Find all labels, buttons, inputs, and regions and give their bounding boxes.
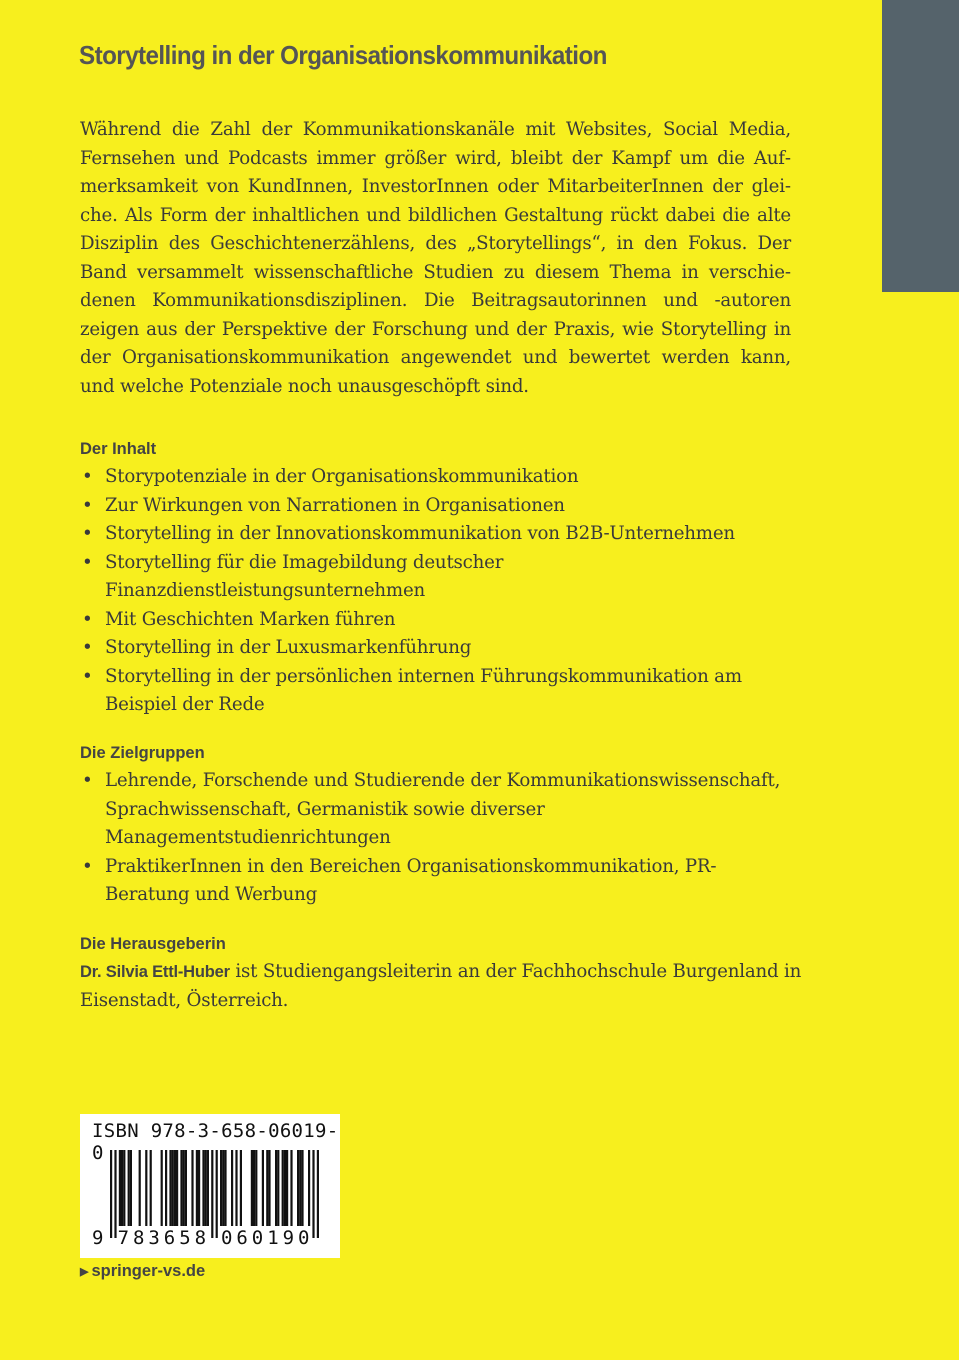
list-item: • Mit Geschichten Marken führen <box>80 606 800 635</box>
barcode-digit: 5 <box>179 1227 191 1249</box>
editor-bio: Dr. Silvia Ettl-Huber ist Studiengangsleiterin an der Fachhochschule Burgenland in Eisenstadt, Österreich. <box>80 961 802 1011</box>
isbn-label: ISBN 978-3-658-06019-0 <box>92 1120 339 1164</box>
barcode-digit: 3 <box>148 1227 160 1249</box>
barcode-digit: 0 <box>251 1227 264 1249</box>
barcode-digit: 8 <box>194 1227 207 1249</box>
section-inhalt <box>80 435 800 720</box>
book-title: Storytelling in der Organisationskommunikation <box>79 40 607 70</box>
section-herausgeberin <box>80 930 810 1015</box>
bullet-icon: • <box>82 637 93 658</box>
list-item: • Storytelling für die Imagebildung deutscher Finanzdienstleistungsunternehmen <box>80 549 545 606</box>
list-item: • Storytelling in der persönlichen internen Führungskommunikation am Beispiel der Rede <box>80 663 805 720</box>
bullet-icon: • <box>82 523 93 544</box>
section-heading-inhalt: Der Inhalt <box>80 440 157 458</box>
barcode-digit: 9 <box>92 1227 104 1249</box>
side-color-block <box>882 0 959 292</box>
editor-name: Dr. Silvia Ettl-Huber <box>80 963 230 981</box>
zielgruppen-list <box>80 767 800 910</box>
barcode-digit: 0 <box>298 1227 310 1249</box>
list-item: • Storypotenziale in der Organisationskommunikation <box>80 463 800 492</box>
bullet-icon: • <box>82 466 93 487</box>
isbn-barcode <box>80 1114 340 1258</box>
arrow-right-icon: ▶ <box>80 1266 89 1278</box>
barcode-digit: 6 <box>236 1227 248 1249</box>
list-item: • Zur Wirkungen von Narrationen in Organisationen <box>80 492 575 521</box>
bullet-icon: • <box>82 770 93 791</box>
section-heading-herausgeberin: Die Herausgeberin <box>80 935 226 953</box>
list-item: • Lehrende, Forschende und Studierende der Kommunikationswissenschaft, Sprachwissenschaft, Germanistik sowie diverser Managementstudienrichtungen <box>80 767 805 853</box>
list-item: • Storytelling in der Luxusmarkenführung <box>80 634 800 663</box>
bullet-icon: • <box>82 494 93 516</box>
inhalt-list <box>80 463 800 720</box>
barcode-digit: 6 <box>163 1227 176 1249</box>
barcode-digit: 8 <box>133 1227 145 1249</box>
bullet-icon: • <box>82 551 93 573</box>
list-item: • Storytelling in der Innovationskommunikation von B2B-Unternehmen <box>80 520 800 549</box>
barcode-digit: 9 <box>282 1227 295 1249</box>
barcode-digit: 7 <box>117 1227 130 1249</box>
bullet-icon: • <box>82 855 93 877</box>
section-zielgruppen <box>80 739 800 910</box>
section-heading-zielgruppen: Die Zielgruppen <box>80 744 205 762</box>
bullet-icon: • <box>82 665 93 687</box>
barcode-digit: 1 <box>267 1227 279 1249</box>
barcode-digit: 0 <box>221 1227 233 1249</box>
intro-paragraph: Während die Zahl der Kommunikationskanäle mit Websites, Social Media, Fernsehen und Podcasts immer größer wird, bleibt der Kampf um die Aufmerksamkeit von KundInnen, InvestorInnen oder MitarbeiterInnen der gleiche. Als Form der inhaltlichen und bildlichen Gestaltung rückt dabei die alte Disziplin des Geschichtenerzählens, des „Storytellings“, in den Fokus. Der Band versammelt wissenschaftliche Studien zu diesem Thema in verschiedenen Kommunikationsdisziplinen. Die Beitragsautorinnen und -autoren zeigen aus der Perspektive der Forschung und der Praxis, wie Storytelling in der Organisationskommunikation angewendet und bewertet werden kann, und welche Potenziale noch unausgeschöpft sind. <box>80 119 791 397</box>
publisher-url[interactable]: ▶ springer-vs.de <box>80 1262 206 1280</box>
list-item: • PraktikerInnen in den Bereichen Organisationskommunikation, PR-Beratung und Werbung <box>80 853 745 910</box>
bullet-icon: • <box>82 608 93 630</box>
